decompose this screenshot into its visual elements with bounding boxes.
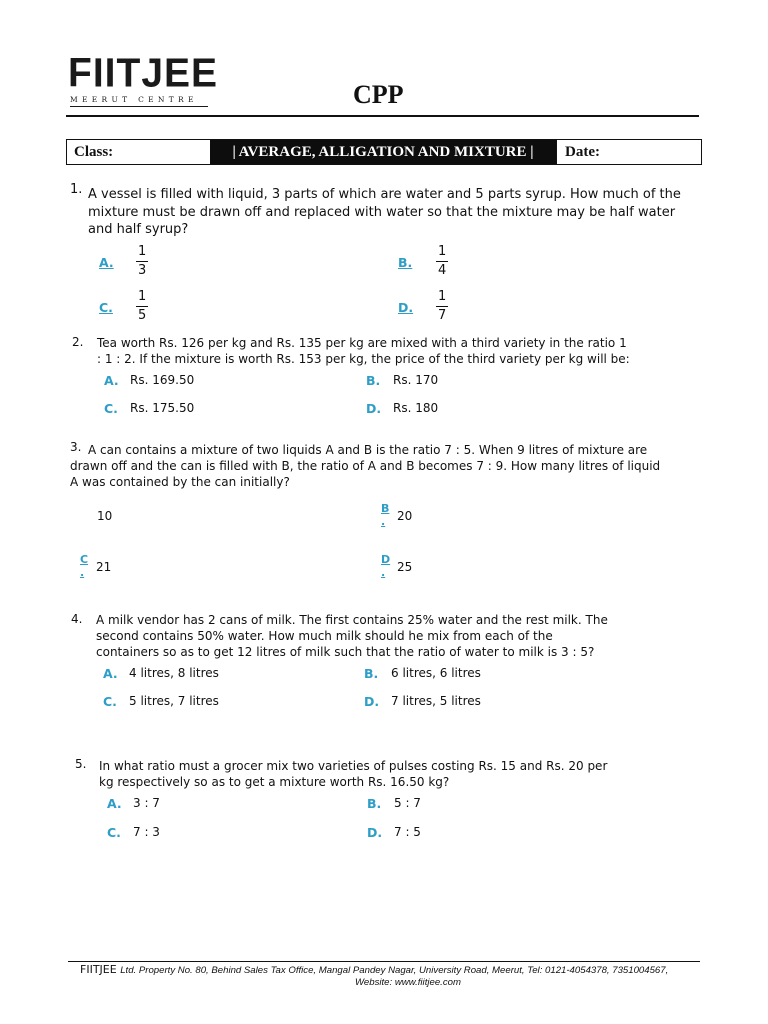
class-label: Class: bbox=[74, 144, 114, 160]
q3-option-d-letter[interactable] bbox=[381, 553, 390, 579]
dot: . bbox=[381, 566, 386, 579]
q1-option-b-letter[interactable]: B. bbox=[398, 255, 413, 270]
numerator: 1 bbox=[138, 289, 147, 304]
q2-option-b-text: Rs. 170 bbox=[393, 373, 439, 387]
numerator: 1 bbox=[138, 244, 147, 259]
logo-underline bbox=[70, 106, 208, 107]
question-3-number: 3. bbox=[70, 440, 82, 454]
footer-address-line bbox=[80, 963, 700, 976]
question-2-text: Tea worth Rs. 126 per kg and Rs. 135 per kg are mixed with a third variety in the ratio 1 : 1 : 2. If the mixture is worth Rs. 153 per kg, the price of the third variety per kg will be: bbox=[97, 336, 630, 366]
q3-option-a-text: 10 bbox=[97, 509, 113, 523]
footer-brand: FIITJEE bbox=[80, 963, 117, 976]
q5-option-a-text: 3 : 7 bbox=[133, 796, 160, 810]
q4-option-a-letter[interactable]: A. bbox=[103, 666, 118, 681]
fiitjee-logo: FIITJEE bbox=[68, 50, 219, 97]
q3-option-d-text: 25 bbox=[397, 560, 413, 574]
q2-option-d-letter[interactable]: D. bbox=[366, 401, 382, 416]
q1-option-d-letter[interactable]: D. bbox=[398, 300, 414, 315]
letter: D bbox=[381, 553, 391, 566]
q1-option-a-fraction bbox=[136, 244, 148, 279]
q4-option-a-text: 4 litres, 8 litres bbox=[129, 666, 219, 680]
q4-option-d-text: 7 litres, 5 litres bbox=[391, 694, 481, 708]
question-5-number: 5. bbox=[75, 757, 87, 771]
question-1-text: A vessel is filled with liquid, 3 parts of which are water and 5 parts syrup. How much of the mixture must be drawn off and replaced with water so that the mixture may be half water and half syrup? bbox=[88, 187, 681, 237]
fraction-bar bbox=[436, 306, 448, 307]
q2-option-a-text: Rs. 169.50 bbox=[130, 373, 195, 387]
footer-website[interactable]: Website: www.fiitjee.com bbox=[355, 977, 461, 988]
topic-heading: | AVERAGE, ALLIGATION AND MIXTURE | bbox=[210, 140, 556, 164]
fraction-bar bbox=[436, 261, 448, 262]
q3-option-c-text: 21 bbox=[96, 560, 112, 574]
numerator: 1 bbox=[438, 244, 447, 259]
q4-option-b-letter[interactable]: B. bbox=[364, 666, 379, 681]
question-4-number: 4. bbox=[71, 612, 83, 626]
q3-option-b-letter[interactable] bbox=[381, 502, 389, 528]
date-label: Date: bbox=[565, 144, 600, 160]
q5-option-c-text: 7 : 3 bbox=[133, 825, 160, 839]
q4-option-d-letter[interactable]: D. bbox=[364, 694, 380, 709]
question-2-number: 2. bbox=[72, 335, 84, 349]
dot: . bbox=[381, 515, 386, 528]
q1-option-d-fraction bbox=[436, 289, 448, 324]
q3-option-b-text: 20 bbox=[397, 509, 413, 523]
q2-option-c-text: Rs. 175.50 bbox=[130, 401, 195, 415]
q3-option-c-letter[interactable] bbox=[80, 553, 88, 579]
denominator: 3 bbox=[138, 263, 147, 278]
q5-option-d-text: 7 : 5 bbox=[394, 825, 421, 839]
q4-option-b-text: 6 litres, 6 litres bbox=[391, 666, 481, 680]
q1-option-c-letter[interactable]: C. bbox=[99, 300, 113, 315]
denominator: 4 bbox=[438, 263, 447, 278]
q1-option-a-letter[interactable]: A. bbox=[99, 255, 114, 270]
question-4-text: A milk vendor has 2 cans of milk. The first contains 25% water and the rest milk. The second contains 50% water. How much milk should he mix from each of the containers so as to get 12 litres of milk such that the ratio of water to milk is 3 : 5? bbox=[96, 613, 608, 659]
q1-option-c-fraction bbox=[136, 289, 148, 324]
fraction-bar bbox=[136, 306, 148, 307]
question-1-number: 1. bbox=[70, 182, 83, 197]
q2-option-a-letter[interactable]: A. bbox=[104, 373, 119, 388]
logo-subtitle: MEERUT CENTRE bbox=[70, 95, 198, 104]
q5-option-c-letter[interactable]: C. bbox=[107, 825, 121, 840]
header-divider bbox=[66, 115, 699, 117]
table-separator bbox=[556, 140, 557, 164]
letter: B bbox=[381, 502, 390, 515]
q2-option-b-letter[interactable]: B. bbox=[366, 373, 381, 388]
fraction-bar bbox=[136, 261, 148, 262]
q2-option-c-letter[interactable]: C. bbox=[104, 401, 118, 416]
q5-option-d-letter[interactable]: D. bbox=[367, 825, 383, 840]
denominator: 7 bbox=[438, 308, 447, 323]
dot: . bbox=[80, 566, 85, 579]
letter: C bbox=[80, 553, 89, 566]
q5-option-a-letter[interactable]: A. bbox=[107, 796, 122, 811]
question-3-text: A can contains a mixture of two liquids A and B is the ratio 7 : 5. When 9 litres of mixture are drawn off and the can is filled with B, the ratio of A and B becomes 7 : 9. How many litres of liquid A was contained by the can initially? bbox=[70, 443, 661, 489]
numerator: 1 bbox=[438, 289, 447, 304]
q4-option-c-text: 5 litres, 7 litres bbox=[129, 694, 219, 708]
question-5-text: In what ratio must a grocer mix two varieties of pulses costing Rs. 15 and Rs. 20 per kg respectively so as to get a mixture worth Rs. 16.50 kg? bbox=[99, 759, 608, 789]
q2-option-d-text: Rs. 180 bbox=[393, 401, 439, 415]
q5-option-b-text: 5 : 7 bbox=[394, 796, 421, 810]
doc-type-title: CPP bbox=[353, 80, 404, 109]
footer-address: Ltd. Property No. 80, Behind Sales Tax Office, Mangal Pandey Nagar, University Road, Meerut, Tel: 0121-4054378, 7351004567, bbox=[120, 965, 669, 976]
q1-option-b-fraction bbox=[436, 244, 448, 279]
q5-option-b-letter[interactable]: B. bbox=[367, 796, 382, 811]
q4-option-c-letter[interactable]: C. bbox=[103, 694, 117, 709]
denominator: 5 bbox=[138, 308, 147, 323]
footer-divider bbox=[68, 961, 700, 962]
